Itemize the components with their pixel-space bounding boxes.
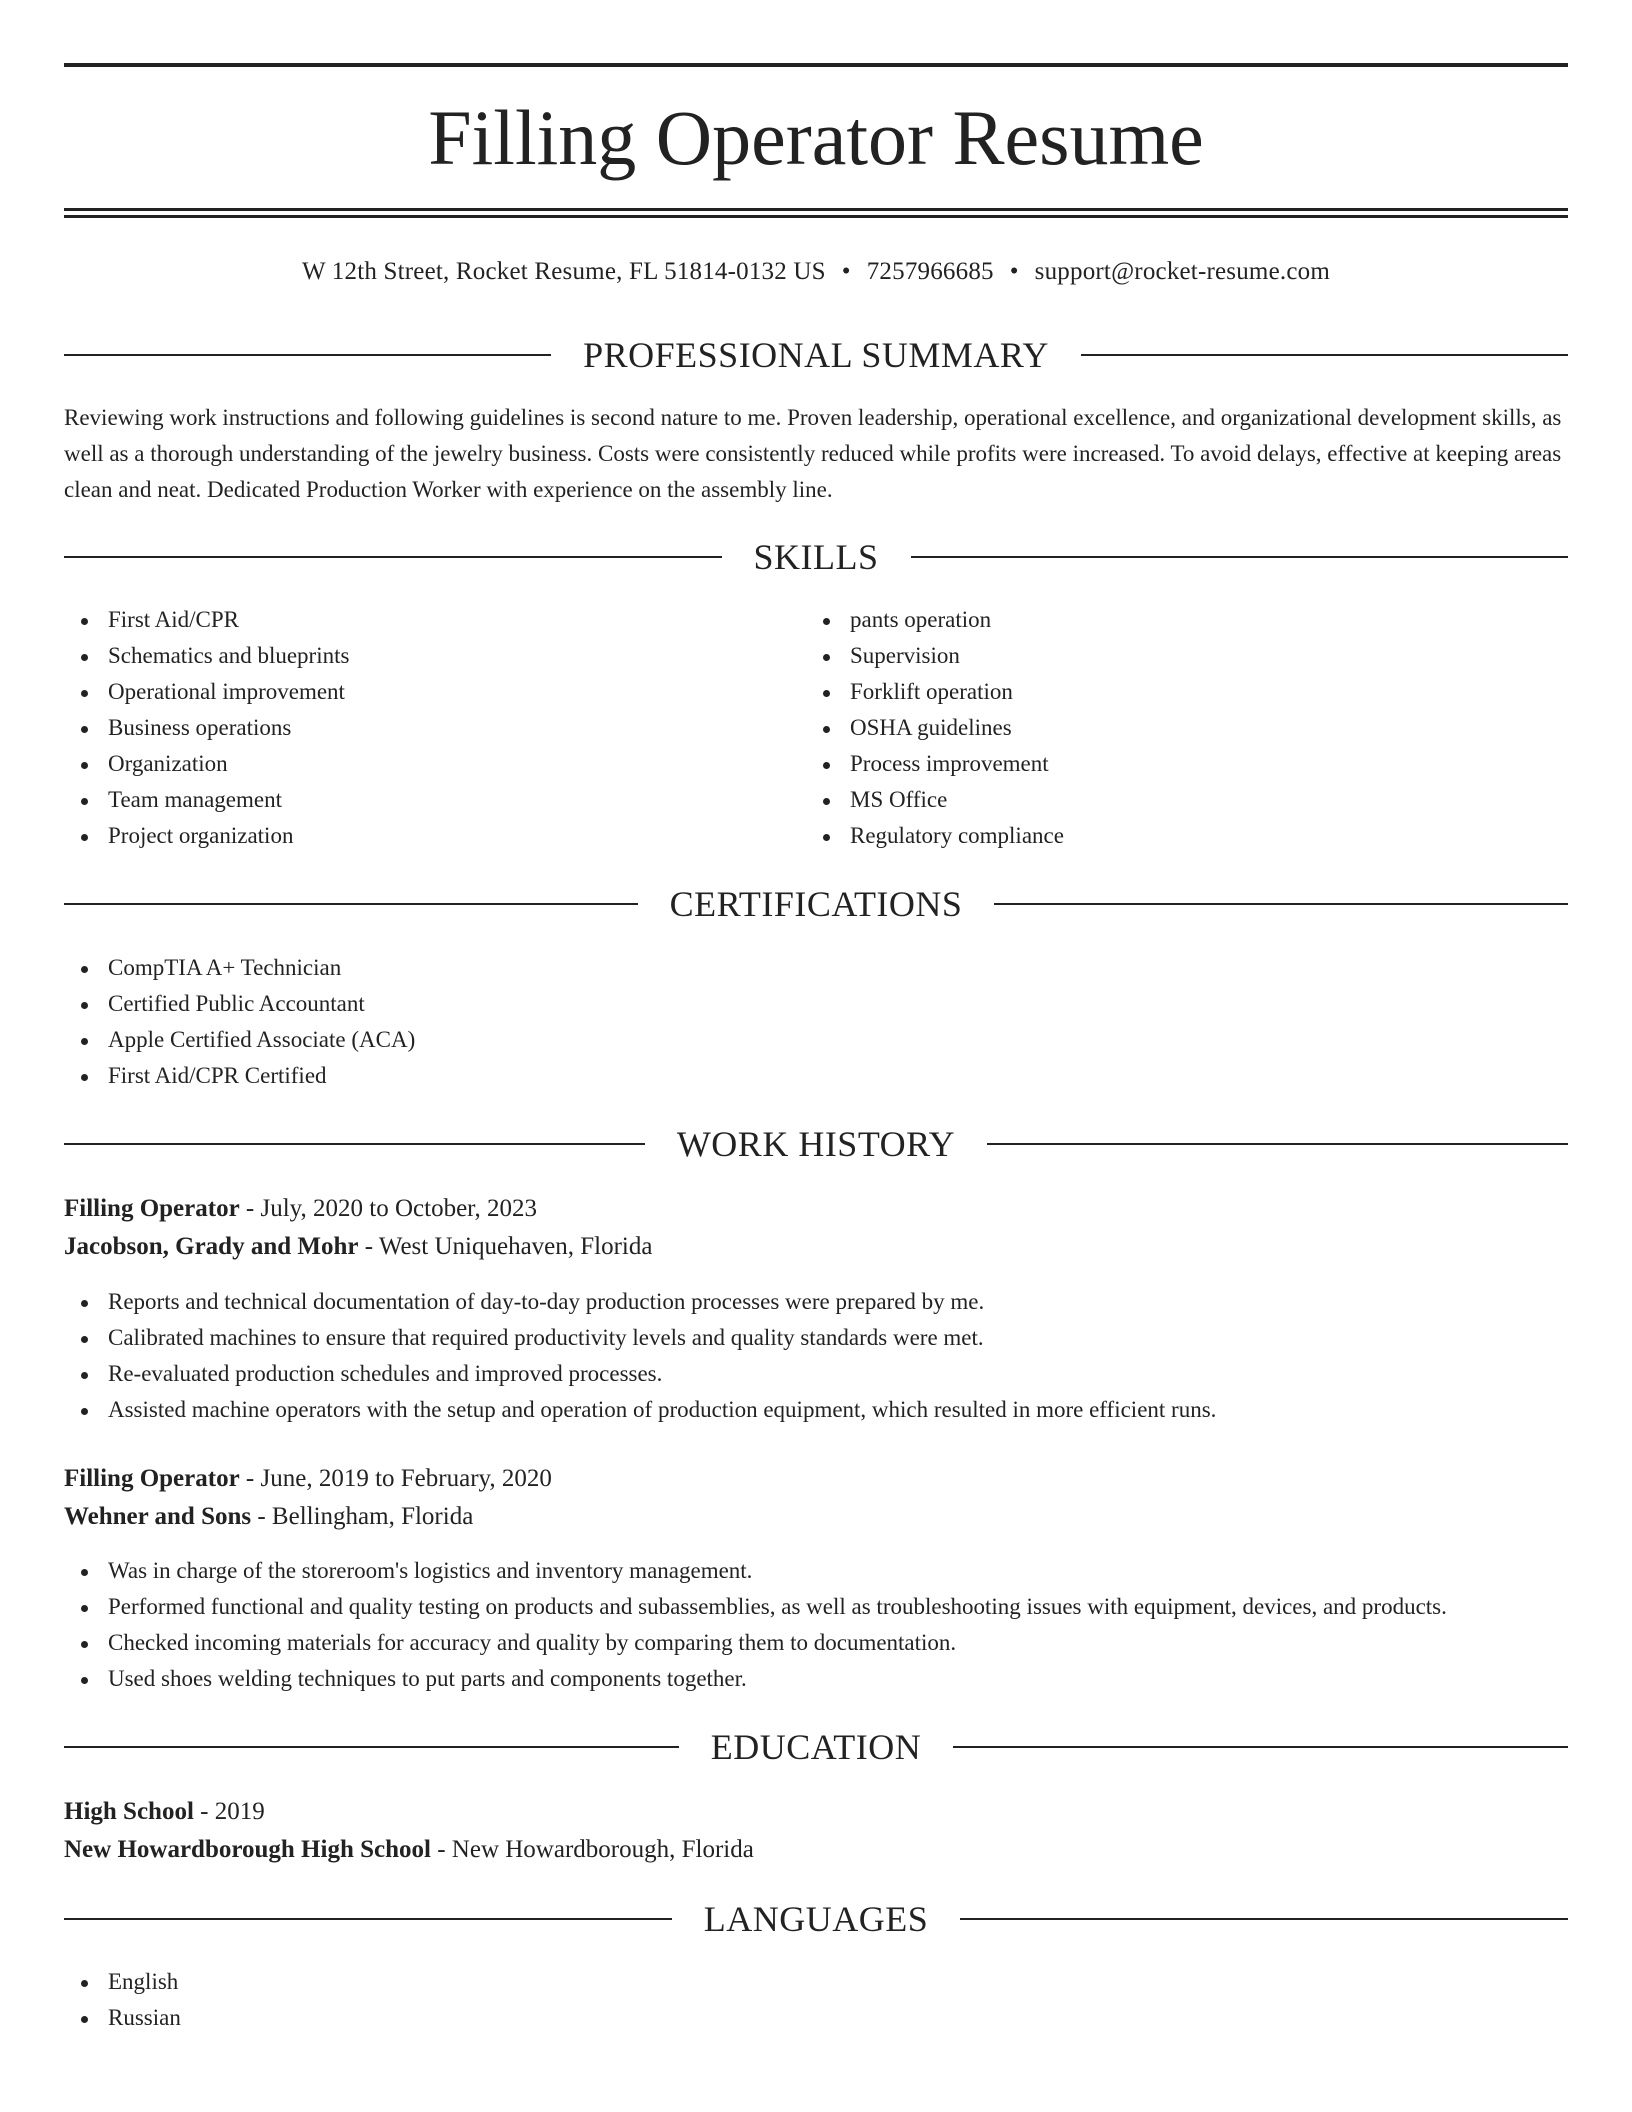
resume-title: Filling Operator Resume — [428, 94, 1204, 181]
job-title-line — [64, 1460, 1568, 1498]
heading-rule — [911, 556, 1569, 558]
top-rule — [64, 63, 1568, 67]
heading-rule — [953, 1746, 1568, 1748]
section-title: LANGUAGES — [703, 1899, 929, 1939]
skill-item: First Aid/CPR — [64, 602, 764, 638]
job-company: Wehner and Sons — [64, 1503, 252, 1530]
contact-phone: 7257966685 — [866, 258, 994, 285]
job-bullet: Used shoes welding techniques to put parts and components together. — [64, 1661, 1568, 1697]
section-heading-languages — [64, 1897, 1568, 1941]
languages-list — [64, 1964, 1568, 2036]
skill-item: Forklift operation — [806, 674, 1506, 710]
certifications-list — [64, 950, 1568, 1094]
contact-line — [64, 255, 1568, 289]
heading-rule — [64, 1143, 645, 1145]
heading-rule — [994, 903, 1568, 905]
certification-item: First Aid/CPR Certified — [64, 1058, 1568, 1094]
job-title-line — [64, 1190, 1568, 1228]
contact-address: W 12th Street, Rocket Resume, FL 51814-0132 US — [302, 258, 826, 285]
skill-item: Schematics and blueprints — [64, 638, 764, 674]
heading-rule — [987, 1143, 1568, 1145]
heading-rule — [64, 1918, 672, 1920]
section-heading-work-history — [64, 1122, 1568, 1166]
job-bullet: Performed functional and quality testing on products and subassemblies, as well as troubleshooting issues with equipment, devices, and products. — [64, 1589, 1568, 1625]
section-title: WORK HISTORY — [676, 1124, 956, 1164]
skill-item: Operational improvement — [64, 674, 764, 710]
heading-rule — [960, 1918, 1568, 1920]
heading-rule — [64, 556, 722, 558]
education-school: New Howardborough High School — [64, 1836, 431, 1863]
skill-item: Process improvement — [806, 746, 1506, 782]
section-title: EDUCATION — [710, 1727, 922, 1767]
education-location: - New Howardborough, Florida — [430, 1836, 754, 1863]
heading-rule — [64, 1746, 679, 1748]
skill-item: Business operations — [64, 710, 764, 746]
job-bullet: Calibrated machines to ensure that required productivity levels and quality standards were met. — [64, 1320, 1568, 1356]
education-school-line — [64, 1831, 1568, 1869]
job-bullets — [64, 1284, 1568, 1428]
skills-list-left — [64, 602, 764, 854]
job-bullet: Re-evaluated production schedules and improved processes. — [64, 1356, 1568, 1392]
job-company-line — [64, 1228, 1568, 1266]
language-item: Russian — [64, 2000, 1568, 2036]
skill-item: Organization — [64, 746, 764, 782]
heading-rule — [64, 903, 638, 905]
section-title: SKILLS — [753, 537, 879, 577]
title-rule-second — [64, 215, 1568, 218]
job-location: - West Uniquehaven, Florida — [358, 1233, 653, 1260]
job-dates: - July, 2020 to October, 2023 — [239, 1195, 538, 1222]
skill-item: Regulatory compliance — [806, 818, 1506, 854]
title-rule — [64, 208, 1568, 211]
job-bullets — [64, 1553, 1568, 1697]
heading-rule — [64, 354, 551, 356]
job-bullet: Assisted machine operators with the setup and operation of production equipment, which resulted in more efficient runs. — [64, 1392, 1568, 1428]
job-title: Filling Operator — [64, 1195, 240, 1222]
contact-separator: • — [841, 258, 851, 285]
section-heading-skills — [64, 535, 1568, 579]
job-dates: - June, 2019 to February, 2020 — [239, 1465, 552, 1492]
certification-item: Certified Public Accountant — [64, 986, 1568, 1022]
skills-list-right — [806, 602, 1506, 854]
language-item: English — [64, 1964, 1568, 2000]
summary-text: Reviewing work instructions and following guidelines is second nature to me. Proven leadership, operational excellence, and organizational development skills, as well as a thorough understanding of the jewelry business. Costs were consistently reduced while profits were increased. To avoid delays, effective at keeping areas clean and neat. Dedicated Production Worker with experience on the assembly line. — [64, 405, 1562, 502]
skill-item: Project organization — [64, 818, 764, 854]
skill-item: Supervision — [806, 638, 1506, 674]
education-degree: High School — [64, 1798, 194, 1825]
section-heading-education — [64, 1725, 1568, 1769]
job-location: - Bellingham, Florida — [251, 1503, 474, 1530]
skill-item: MS Office — [806, 782, 1506, 818]
certification-item: CompTIA A+ Technician — [64, 950, 1568, 986]
education-degree-line — [64, 1793, 1568, 1831]
skill-item: OSHA guidelines — [806, 710, 1506, 746]
section-heading-summary — [64, 333, 1568, 377]
job-company: Jacobson, Grady and Mohr — [64, 1233, 359, 1260]
skill-item: pants operation — [806, 602, 1506, 638]
skill-item: Team management — [64, 782, 764, 818]
contact-separator: • — [1009, 258, 1019, 285]
job-title: Filling Operator — [64, 1465, 240, 1492]
job-company-line — [64, 1498, 1568, 1536]
job-bullet: Was in charge of the storeroom's logistics and inventory management. — [64, 1553, 1568, 1589]
job-bullet: Checked incoming materials for accuracy and quality by comparing them to documentation. — [64, 1625, 1568, 1661]
certification-item: Apple Certified Associate (ACA) — [64, 1022, 1568, 1058]
job-bullet: Reports and technical documentation of day-to-day production processes were prepared by me. — [64, 1284, 1568, 1320]
section-title: PROFESSIONAL SUMMARY — [583, 335, 1049, 375]
contact-email: support@rocket-resume.com — [1034, 258, 1330, 285]
heading-rule — [1081, 354, 1568, 356]
education-year: - 2019 — [193, 1798, 265, 1825]
section-heading-certifications — [64, 882, 1568, 926]
section-title: CERTIFICATIONS — [669, 884, 963, 924]
